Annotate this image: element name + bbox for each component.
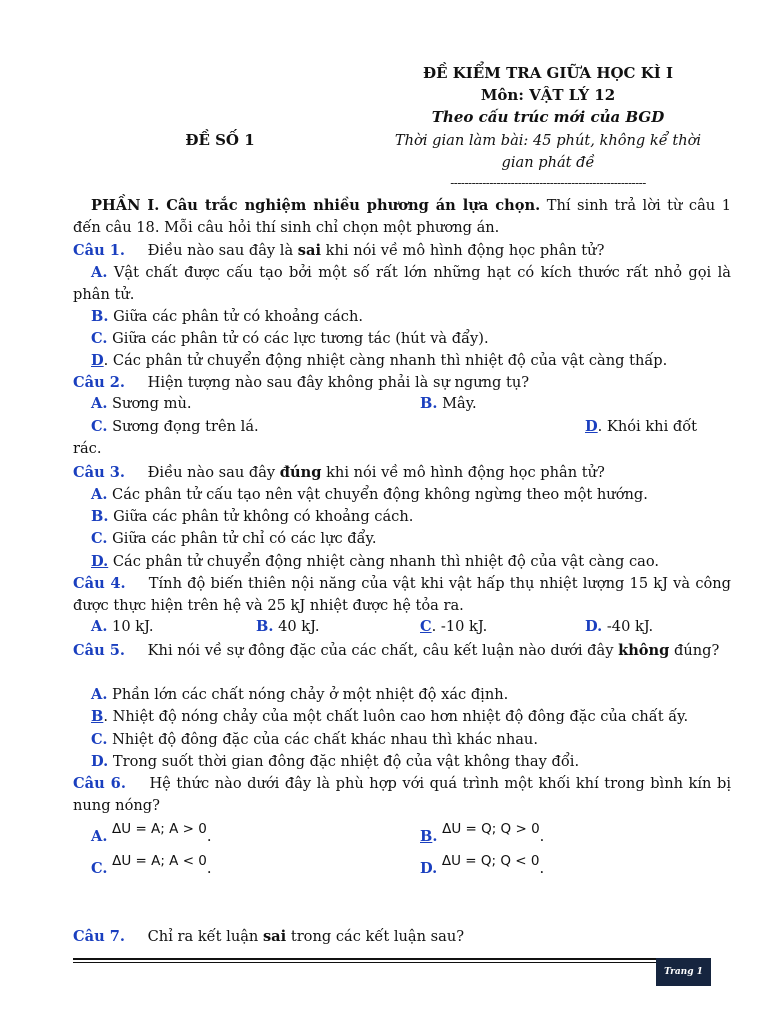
- footer-rule: [73, 958, 711, 960]
- option-letter: C.: [91, 860, 108, 877]
- question-label: Câu 6.: [73, 775, 126, 792]
- option-letter: D: [585, 418, 598, 435]
- q5-option-d[interactable]: [73, 751, 749, 773]
- option-formula: ΔU = Q; Q < 0: [441, 853, 540, 869]
- option-text: . Các phân tử chuyển động nhiệt càng nhanh thì nhiệt độ của vật càng thấp.: [103, 352, 668, 369]
- option-letter: A.: [91, 395, 108, 412]
- question-stem: Tính độ biến thiên nội năng của vật khi vật hấp thụ nhiệt lượng 15 kJ và công được thực hiện trên hệ và 25 kJ nhiệt được hệ tỏa ra.: [73, 575, 732, 614]
- option-letter: B.: [91, 308, 109, 325]
- q4-option-d[interactable]: [585, 618, 653, 635]
- option-text: Sương mù.: [112, 395, 192, 412]
- exam-title: ĐỀ KIỂM TRA GIỮA HỌC KÌ I: [422, 64, 674, 82]
- option-tail: .: [539, 828, 545, 845]
- question-stem: Khi nói về sự đông đặc của các chất, câu kết luận nào dưới đây: [147, 642, 619, 659]
- q6-option-b[interactable]: B. ΔU = Q; Q > 0.: [420, 821, 545, 845]
- option-text: Nhiệt độ đông đặc của các chất khác nhau thì khác nhau.: [112, 731, 538, 748]
- question-1: [73, 240, 731, 262]
- option-formula: ΔU = A; A < 0: [112, 853, 207, 869]
- question-2: [73, 372, 731, 394]
- question-stem: Hệ thức nào dưới đây là phù hợp với quá trình một khối khí trong bình kín bị nung nóng?: [73, 775, 732, 814]
- option-letter: D: [91, 352, 104, 369]
- question-7: [73, 926, 731, 948]
- option-letter: A.: [91, 828, 108, 845]
- page-number: Trang 1: [664, 967, 703, 977]
- option-text: Giữa các phân tử không có khoảng cách.: [113, 508, 414, 525]
- question-6: [73, 773, 731, 817]
- question-stem: Hiện tượng nào sau đây không phải là sự ngưng tụ?: [147, 374, 530, 391]
- option-formula: ΔU = Q; Q > 0: [442, 821, 540, 837]
- option-text: 40 kJ.: [278, 618, 320, 635]
- option-text: Giữa các phân tử có các lực tương tác (hút và đẩy).: [112, 330, 489, 347]
- option-tail: .: [206, 828, 212, 845]
- option-letter: C.: [91, 731, 108, 748]
- option-text: -40 kJ.: [606, 618, 654, 635]
- option-formula: ΔU = A; A > 0: [112, 821, 207, 837]
- question-stem-emphasis: sai: [297, 242, 322, 259]
- option-letter: D.: [585, 618, 603, 635]
- question-stem: Điều nào sau đây là: [147, 242, 298, 259]
- option-text: . Khói khi đốt: [597, 418, 698, 435]
- question-label: Câu 7.: [73, 928, 125, 945]
- option-letter: C.: [91, 330, 108, 347]
- question-label: Câu 3.: [73, 464, 125, 481]
- question-stem: khi nói về mô hình động học phân tử?: [321, 464, 605, 481]
- option-letter: C: [420, 618, 432, 635]
- option-text: Vật chất được cấu tạo bởi một số rất lớn những hạt có kích thước rất nhỏ gọi là phân tử.: [73, 264, 731, 303]
- option-text: Các phân tử chuyển động nhiệt càng nhanh thì nhiệt độ của vật càng cao.: [112, 553, 660, 570]
- option-letter: B: [420, 828, 433, 845]
- option-text: Các phân tử cấu tạo nên vật chuyển động không ngừng theo một hướng.: [112, 486, 648, 503]
- q2-option-d[interactable]: [585, 418, 697, 435]
- exam-subject: Môn: VẬT LÝ 12: [480, 86, 616, 104]
- option-text: Mây.: [442, 395, 477, 412]
- option-letter: A.: [91, 264, 108, 281]
- question-stem: đúng?: [669, 642, 720, 659]
- option-text: . -10 kJ.: [431, 618, 488, 635]
- option-text: . Nhiệt độ nóng chảy của một chất luôn cao hơn nhiệt độ đông đặc của chất ấy.: [103, 708, 689, 725]
- page-number-badge: [656, 958, 711, 986]
- question-label: Câu 2.: [73, 374, 125, 391]
- question-3: [73, 462, 731, 484]
- question-stem: trong các kết luận sau?: [286, 928, 465, 945]
- question-5: [73, 640, 731, 662]
- question-stem-emphasis: đúng: [279, 464, 322, 481]
- part1-title: PHẦN I. Câu trắc nghiệm nhiều phương án lựa chọn.: [91, 197, 541, 214]
- q3-option-c[interactable]: [73, 528, 749, 550]
- option-letter: A.: [91, 686, 108, 703]
- question-stem: khi nói về mô hình động học phân tử?: [321, 242, 605, 259]
- option-letter: A.: [91, 486, 108, 503]
- option-letter: C.: [91, 418, 108, 435]
- option-letter: D.: [91, 753, 109, 770]
- option-letter: A.: [91, 618, 108, 635]
- q3-option-a[interactable]: [73, 484, 749, 506]
- footer-rule-thin: [73, 962, 711, 963]
- option-letter: D.: [420, 860, 438, 877]
- q4-option-b[interactable]: [256, 618, 319, 635]
- q2-option-c[interactable]: [91, 418, 259, 435]
- option-text: Giữa các phân tử chỉ có các lực đẩy.: [112, 530, 377, 547]
- question-label: Câu 1.: [73, 242, 125, 259]
- q5-option-a[interactable]: [73, 684, 749, 706]
- option-letter: D.: [91, 553, 109, 570]
- q1-option-a[interactable]: [73, 262, 731, 306]
- option-tail: .: [539, 860, 545, 877]
- question-4: [73, 573, 731, 617]
- q3-option-b[interactable]: [73, 506, 749, 528]
- q4-option-a[interactable]: [91, 618, 153, 635]
- exam-time-limit: Thời gian làm bài: 45 phút, không kể thời gian phát đề: [394, 132, 702, 171]
- question-stem: Điều nào sau đây: [147, 464, 280, 481]
- q2-option-b[interactable]: [420, 395, 477, 412]
- question-label: Câu 5.: [73, 642, 125, 659]
- option-text: Phần lớn các chất nóng chảy ở một nhiệt độ xác định.: [112, 686, 509, 703]
- q6-option-a[interactable]: [91, 820, 212, 845]
- q6-option-c[interactable]: [91, 852, 212, 877]
- q3-option-d[interactable]: [73, 551, 749, 573]
- part1-instructions: Thí sinh trả lời từ câu 1 đến câu 18. Mỗi câu hỏi thí sinh chỉ chọn một phương án.: [73, 197, 731, 236]
- option-letter: B: [91, 708, 104, 725]
- q2-option-a[interactable]: [91, 395, 192, 412]
- q2-option-d-continuation: rác.: [73, 440, 102, 457]
- option-tail: .: [206, 860, 212, 877]
- part1-heading: [73, 195, 731, 239]
- option-letter: B.: [420, 395, 438, 412]
- option-text: Sương đọng trên lá.: [112, 418, 259, 435]
- q6-option-d[interactable]: [420, 852, 545, 877]
- exam-number: ĐỀ SỐ 1: [185, 131, 255, 149]
- question-label: Câu 4.: [73, 575, 126, 592]
- option-text: Trong suốt thời gian đông đặc nhiệt độ của vật không thay đổi.: [112, 753, 580, 770]
- q1-option-b[interactable]: [73, 306, 749, 328]
- option-text: 10 kJ.: [112, 618, 154, 635]
- q5-option-c[interactable]: [73, 729, 749, 751]
- q4-option-c[interactable]: [420, 618, 487, 635]
- question-stem-emphasis: sai: [262, 928, 287, 945]
- question-stem-emphasis: không: [618, 642, 670, 659]
- exam-structure-note: Theo cấu trúc mới của BGD: [431, 108, 665, 126]
- option-letter: C.: [91, 530, 108, 547]
- q1-option-c[interactable]: [73, 328, 749, 350]
- option-text: Giữa các phân tử có khoảng cách.: [113, 308, 363, 325]
- option-letter: B.: [91, 508, 109, 525]
- question-stem: Chỉ ra kết luận: [147, 928, 263, 945]
- q1-option-d[interactable]: [73, 350, 749, 372]
- header-divider: -------------------------------------------------------: [450, 176, 646, 190]
- q5-option-b[interactable]: [73, 706, 749, 728]
- option-letter: B.: [256, 618, 274, 635]
